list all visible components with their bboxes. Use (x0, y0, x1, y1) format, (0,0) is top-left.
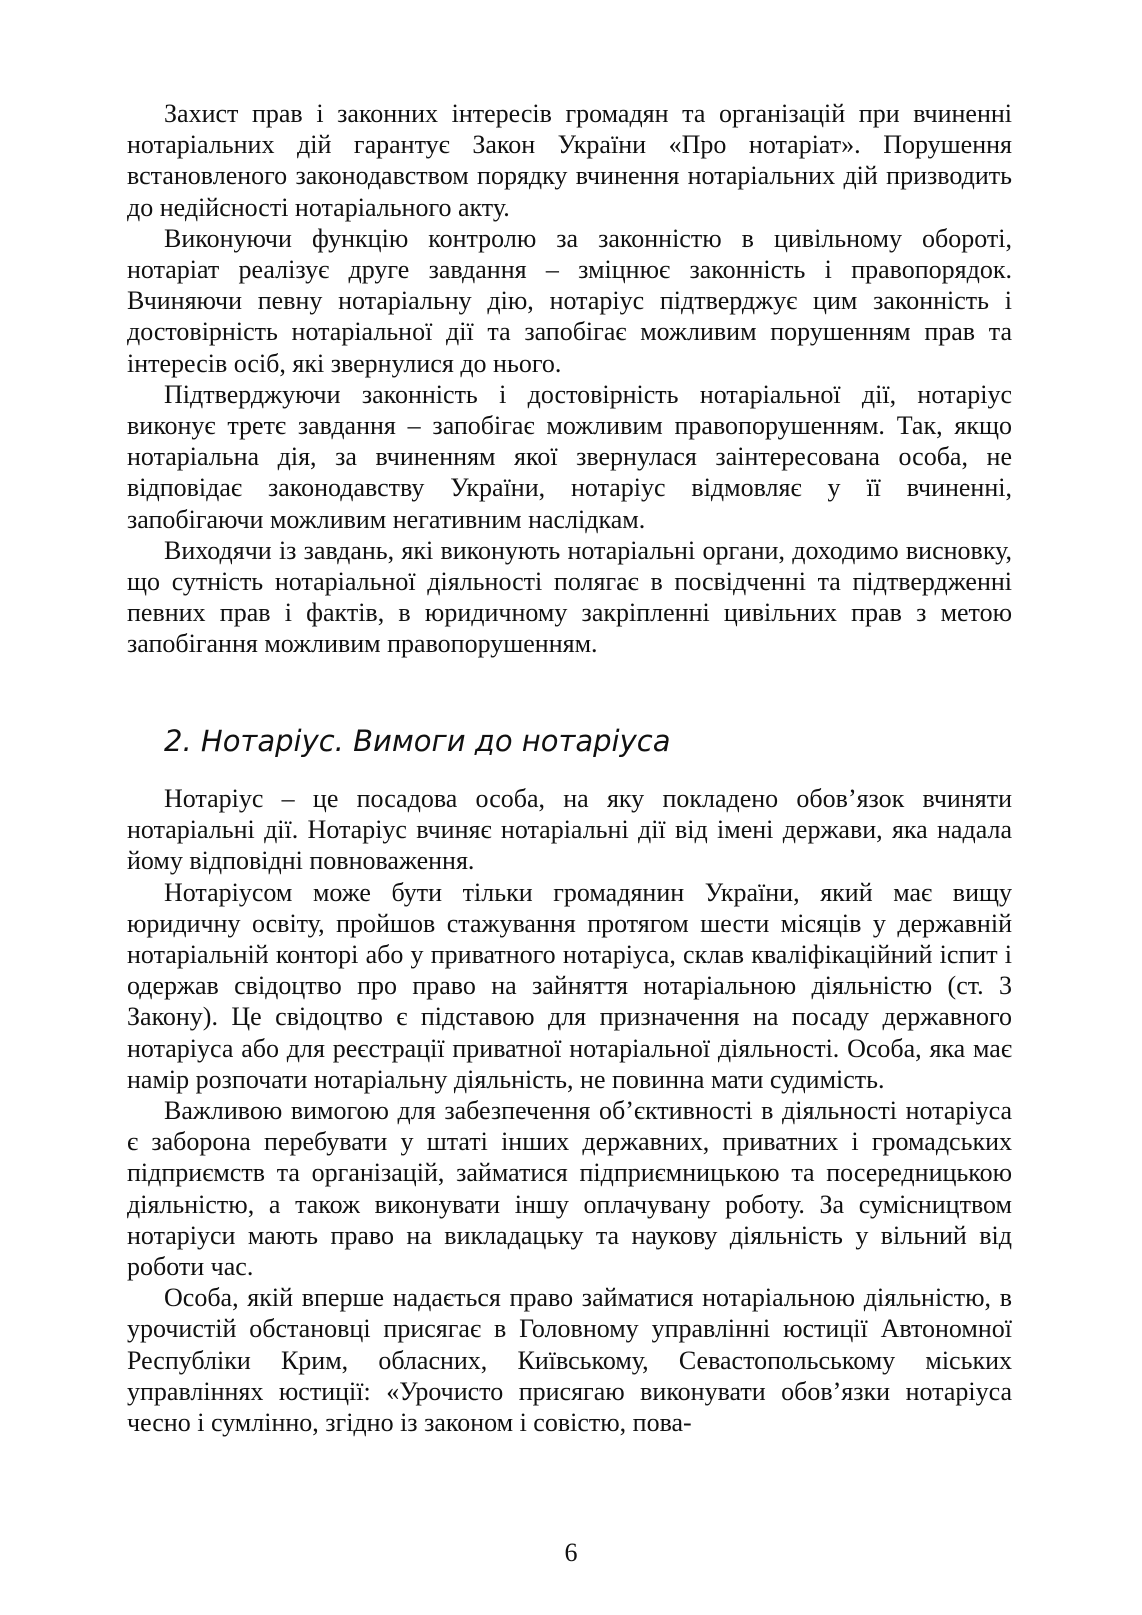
paragraph: Виконуючи функцію контролю за законністю в цивільному обороті, нотаріат реалізує друге завдання – зміцнює законність і правопорядок. Вчиняючи певну нотаріальну дію, нотаріус підтверджує цим законність і достовірність нотаріальної дії та запобігає можливим порушенням прав та інтересів осіб, які звернулися до нього. (127, 223, 1012, 378)
paragraph: Особа, якій вперше надається право займатися нотаріальною діяльністю, в урочистій обстановці присягає в Головному управлінні юстиції Автономної Республіки Крим, обласних, Київському, Севастопольському міських управліннях юстиції: «Урочисто присягаю виконувати обов’язки нотаріуса чесно і сумлінно, згідно із законом і совістю, пова- (127, 1283, 1012, 1438)
paragraph: Підтверджуючи законність і достовірність нотаріальної дії, нотаріус виконує третє завдання – запобігає можливим правопорушенням. Так, якщо нотаріальна дія, за вчиненням якої звернулася заінтересована особа, не відповідає законодавству України, нотаріус відмовляє у її вчиненні, запобігаючи можливим негативним наслідкам. (127, 379, 1012, 534)
section-heading: 2. Нотаріус. Вимоги до нотаріуса (164, 724, 671, 758)
section-2-text (127, 783, 1012, 1438)
paragraph: Важливою вимогою для забезпечення об’єктивності в діяльності нотаріуса є заборона перебувати у штаті інших державних, приватних і громадських підприємств та організацій, займатися підприємницькою та посередницькою діяльністю, а також виконувати іншу оплачувану роботу. За сумісництвом нотаріуси мають право на викладацьку та наукову діяльність у вільний від роботи час. (127, 1096, 1012, 1282)
paragraph: Виходячи із завдань, які виконують нотаріальні органи, доходимо висновку, що сутність нотаріальної діяльності полягає в посвідченні та підтвердженні певних прав і фактів, в юридичному закріпленні цивільних прав з метою запобігання можливим правопорушенням. (127, 535, 1012, 659)
page-number: 6 (564, 1538, 578, 1567)
paragraph: Нотаріус – це посадова особа, на яку покладено обов’язок вчиняти нотаріальні дії. Нотаріус вчиняє нотаріальні дії від імені держави, яка надала йому відповідні повноваження. (127, 784, 1012, 876)
paragraph: Захист прав і законних інтересів громадян та організацій при вчиненні нотаріальних дій гарантує Закон України «Про нотаріат». Порушення встановленого законодавством порядку вчинення нотаріальних дій призводить до недійсності нотаріального акту. (127, 99, 1012, 222)
section-1-text (127, 98, 1012, 660)
paragraph: Нотаріусом може бути тільки громадянин України, який має вищу юридичну освіту, пройшов стажування протягом шести місяців у державній нотаріальній конторі або у приватного нотаріуса, склав кваліфікаційний іспит і одержав свідоцтво про право на зайняття нотаріальною діяльністю (ст. 3 Закону). Це свідоцтво є підставою для призначення на посаду державного нотаріуса або для реєстрації приватної нотаріальної діяльності. Особа, яка має намір розпочати нотаріальну діяльність, не повинна мати судимість. (127, 877, 1012, 1094)
